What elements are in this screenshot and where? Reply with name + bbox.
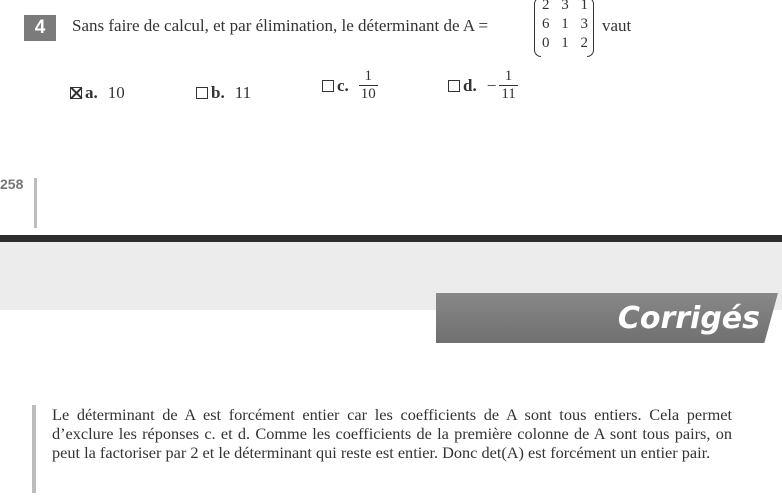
matrix-a <box>532 0 596 57</box>
matrix-right-paren <box>587 0 594 57</box>
correction-text: Le déterminant de A est forcément entier car les coefficients de A sont tous entiers. Cela permet d’exclure les réponses c. et d. Comme les coefficients de la première colonne de A sont tous pairs, on peut la factoriser par 2 et le déterminant qui reste est entier. Donc det(A) est forcément un entier pair. <box>52 405 732 462</box>
checkbox-icon[interactable] <box>448 80 460 92</box>
fraction: $\frac{1}{11}$ <box>501 68 516 102</box>
option-value: 10 <box>107 83 125 102</box>
section-divider <box>0 235 782 242</box>
option-a[interactable] <box>70 83 125 103</box>
question-text: Sans faire de calcul, et par élimination, le déterminant de A = <box>72 16 489 35</box>
option-b[interactable] <box>196 83 251 103</box>
page-margin-bar <box>34 178 37 228</box>
minus-sign: − <box>486 75 497 95</box>
option-letter: a. <box>85 83 98 102</box>
option-letter: b. <box>211 83 225 102</box>
option-letter: d. <box>463 75 477 95</box>
option-value: 11 <box>234 83 252 102</box>
fraction: $\frac{1}{10}$ <box>360 68 376 102</box>
correction-margin-bar <box>32 405 36 493</box>
option-c[interactable] <box>322 68 378 103</box>
matrix-left-paren <box>534 0 541 57</box>
question-suffix: vaut <box>602 16 632 35</box>
section-title: Corrigés <box>617 300 760 336</box>
question-number-badge: 4 <box>24 15 56 41</box>
checkbox-checked-icon[interactable] <box>70 87 82 99</box>
page-number: 258 <box>0 176 24 192</box>
option-d[interactable] <box>448 68 518 103</box>
matrix-row-1: 2 3 1 <box>542 0 588 13</box>
matrix-row-2: 6 1 3 <box>542 16 588 32</box>
checkbox-icon[interactable] <box>196 87 208 99</box>
matrix-row-3: 0 1 2 <box>542 35 588 51</box>
checkbox-icon[interactable] <box>322 80 334 92</box>
option-letter: c. <box>337 75 349 95</box>
